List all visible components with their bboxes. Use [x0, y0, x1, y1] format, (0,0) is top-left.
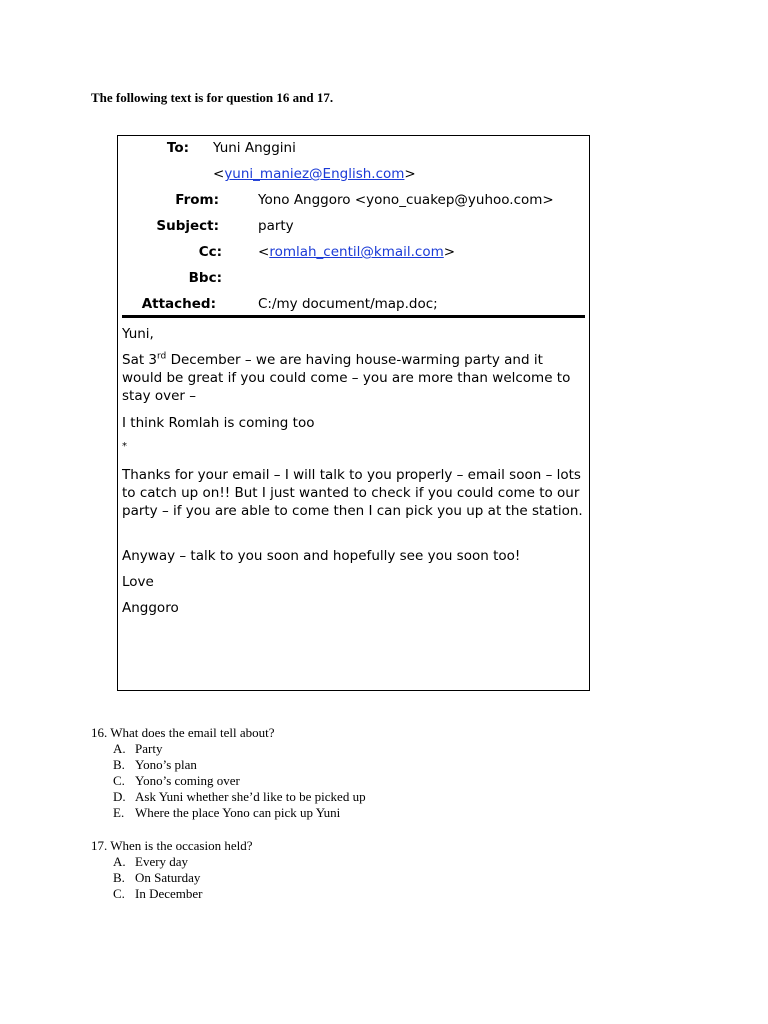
- option-text: Every day: [135, 854, 189, 869]
- p1-start: Sat 3: [122, 352, 158, 368]
- p1-rest: December – we are having house-warming party and it would be great if you could come – you are more than welcome to stay over –: [122, 352, 571, 404]
- bbc-label: Bbc:: [188, 270, 222, 286]
- from-label: From:: [175, 192, 219, 208]
- email-box: [117, 135, 590, 691]
- option-letter: E.: [113, 805, 125, 820]
- asterisk-mark: *: [122, 441, 127, 452]
- paragraph-party: [122, 351, 585, 405]
- to-gt: >: [404, 166, 416, 182]
- to-name: Yuni Anggini: [213, 140, 296, 156]
- cc-lt: <: [258, 244, 270, 260]
- option-letter: B.: [113, 870, 125, 885]
- cc-label: Cc:: [198, 244, 222, 260]
- option-text: Ask Yuni whether she’d like to be picked up: [135, 789, 366, 804]
- signature: Anggoro: [122, 600, 179, 616]
- attached-label: Attached:: [141, 296, 216, 312]
- to-email-line: [213, 164, 416, 184]
- option: [91, 741, 366, 757]
- option-text: Party: [135, 741, 163, 756]
- to-email-link[interactable]: yuni_maniez@English.com: [224, 166, 405, 182]
- option-letter: A.: [113, 741, 126, 756]
- option-letter: C.: [113, 886, 125, 901]
- option-text: Yono’s coming over: [135, 773, 240, 788]
- closing: Love: [122, 574, 154, 590]
- option: [91, 870, 253, 886]
- option: [91, 757, 366, 773]
- options-list: [91, 741, 366, 821]
- option: [91, 886, 253, 902]
- greeting: Yuni,: [122, 326, 154, 342]
- p1-sup: rd: [157, 351, 167, 362]
- subject-value: party: [258, 218, 294, 234]
- option-text: On Saturday: [135, 870, 201, 885]
- question-text: 16. What does the email tell about?: [91, 725, 275, 740]
- question-17: [91, 838, 253, 902]
- intro-heading: The following text is for question 16 and 17.: [91, 90, 334, 105]
- to-label: To:: [166, 140, 189, 156]
- option-letter: D.: [113, 789, 126, 804]
- option-letter: B.: [113, 757, 125, 772]
- option: [91, 805, 366, 821]
- paragraph-romlah: I think Romlah is coming too: [122, 415, 315, 431]
- cc-email-link[interactable]: romlah_centil@kmail.com: [269, 244, 444, 260]
- attached-value: C:/my document/map.doc;: [258, 296, 438, 312]
- cc-email-line: [258, 242, 455, 262]
- option: [91, 854, 253, 870]
- option: [91, 789, 366, 805]
- header-divider: [122, 315, 585, 318]
- subject-label: Subject:: [156, 218, 219, 234]
- paragraph-thanks: Thanks for your email – I will talk to you properly – email soon – lots to catch up on!! But I just wanted to check if you could come to our party – if you are able to come then I can pick you up at the station.: [122, 467, 583, 519]
- option-text: Yono’s plan: [135, 757, 197, 772]
- paragraph-anyway: Anyway – talk to you soon and hopefully see you soon too!: [122, 548, 521, 564]
- option-text: Where the place Yono can pick up Yuni: [135, 805, 341, 820]
- question-16: [91, 725, 366, 821]
- to-lt: <: [213, 166, 225, 182]
- options-list: [91, 854, 253, 902]
- option-text: In December: [135, 886, 203, 901]
- option-letter: C.: [113, 773, 125, 788]
- option: [91, 773, 366, 789]
- question-text: 17. When is the occasion held?: [91, 838, 253, 853]
- option-letter: A.: [113, 854, 126, 869]
- cc-gt: >: [443, 244, 456, 260]
- from-value: Yono Anggoro <yono_cuakep@yuhoo.com>: [258, 192, 554, 208]
